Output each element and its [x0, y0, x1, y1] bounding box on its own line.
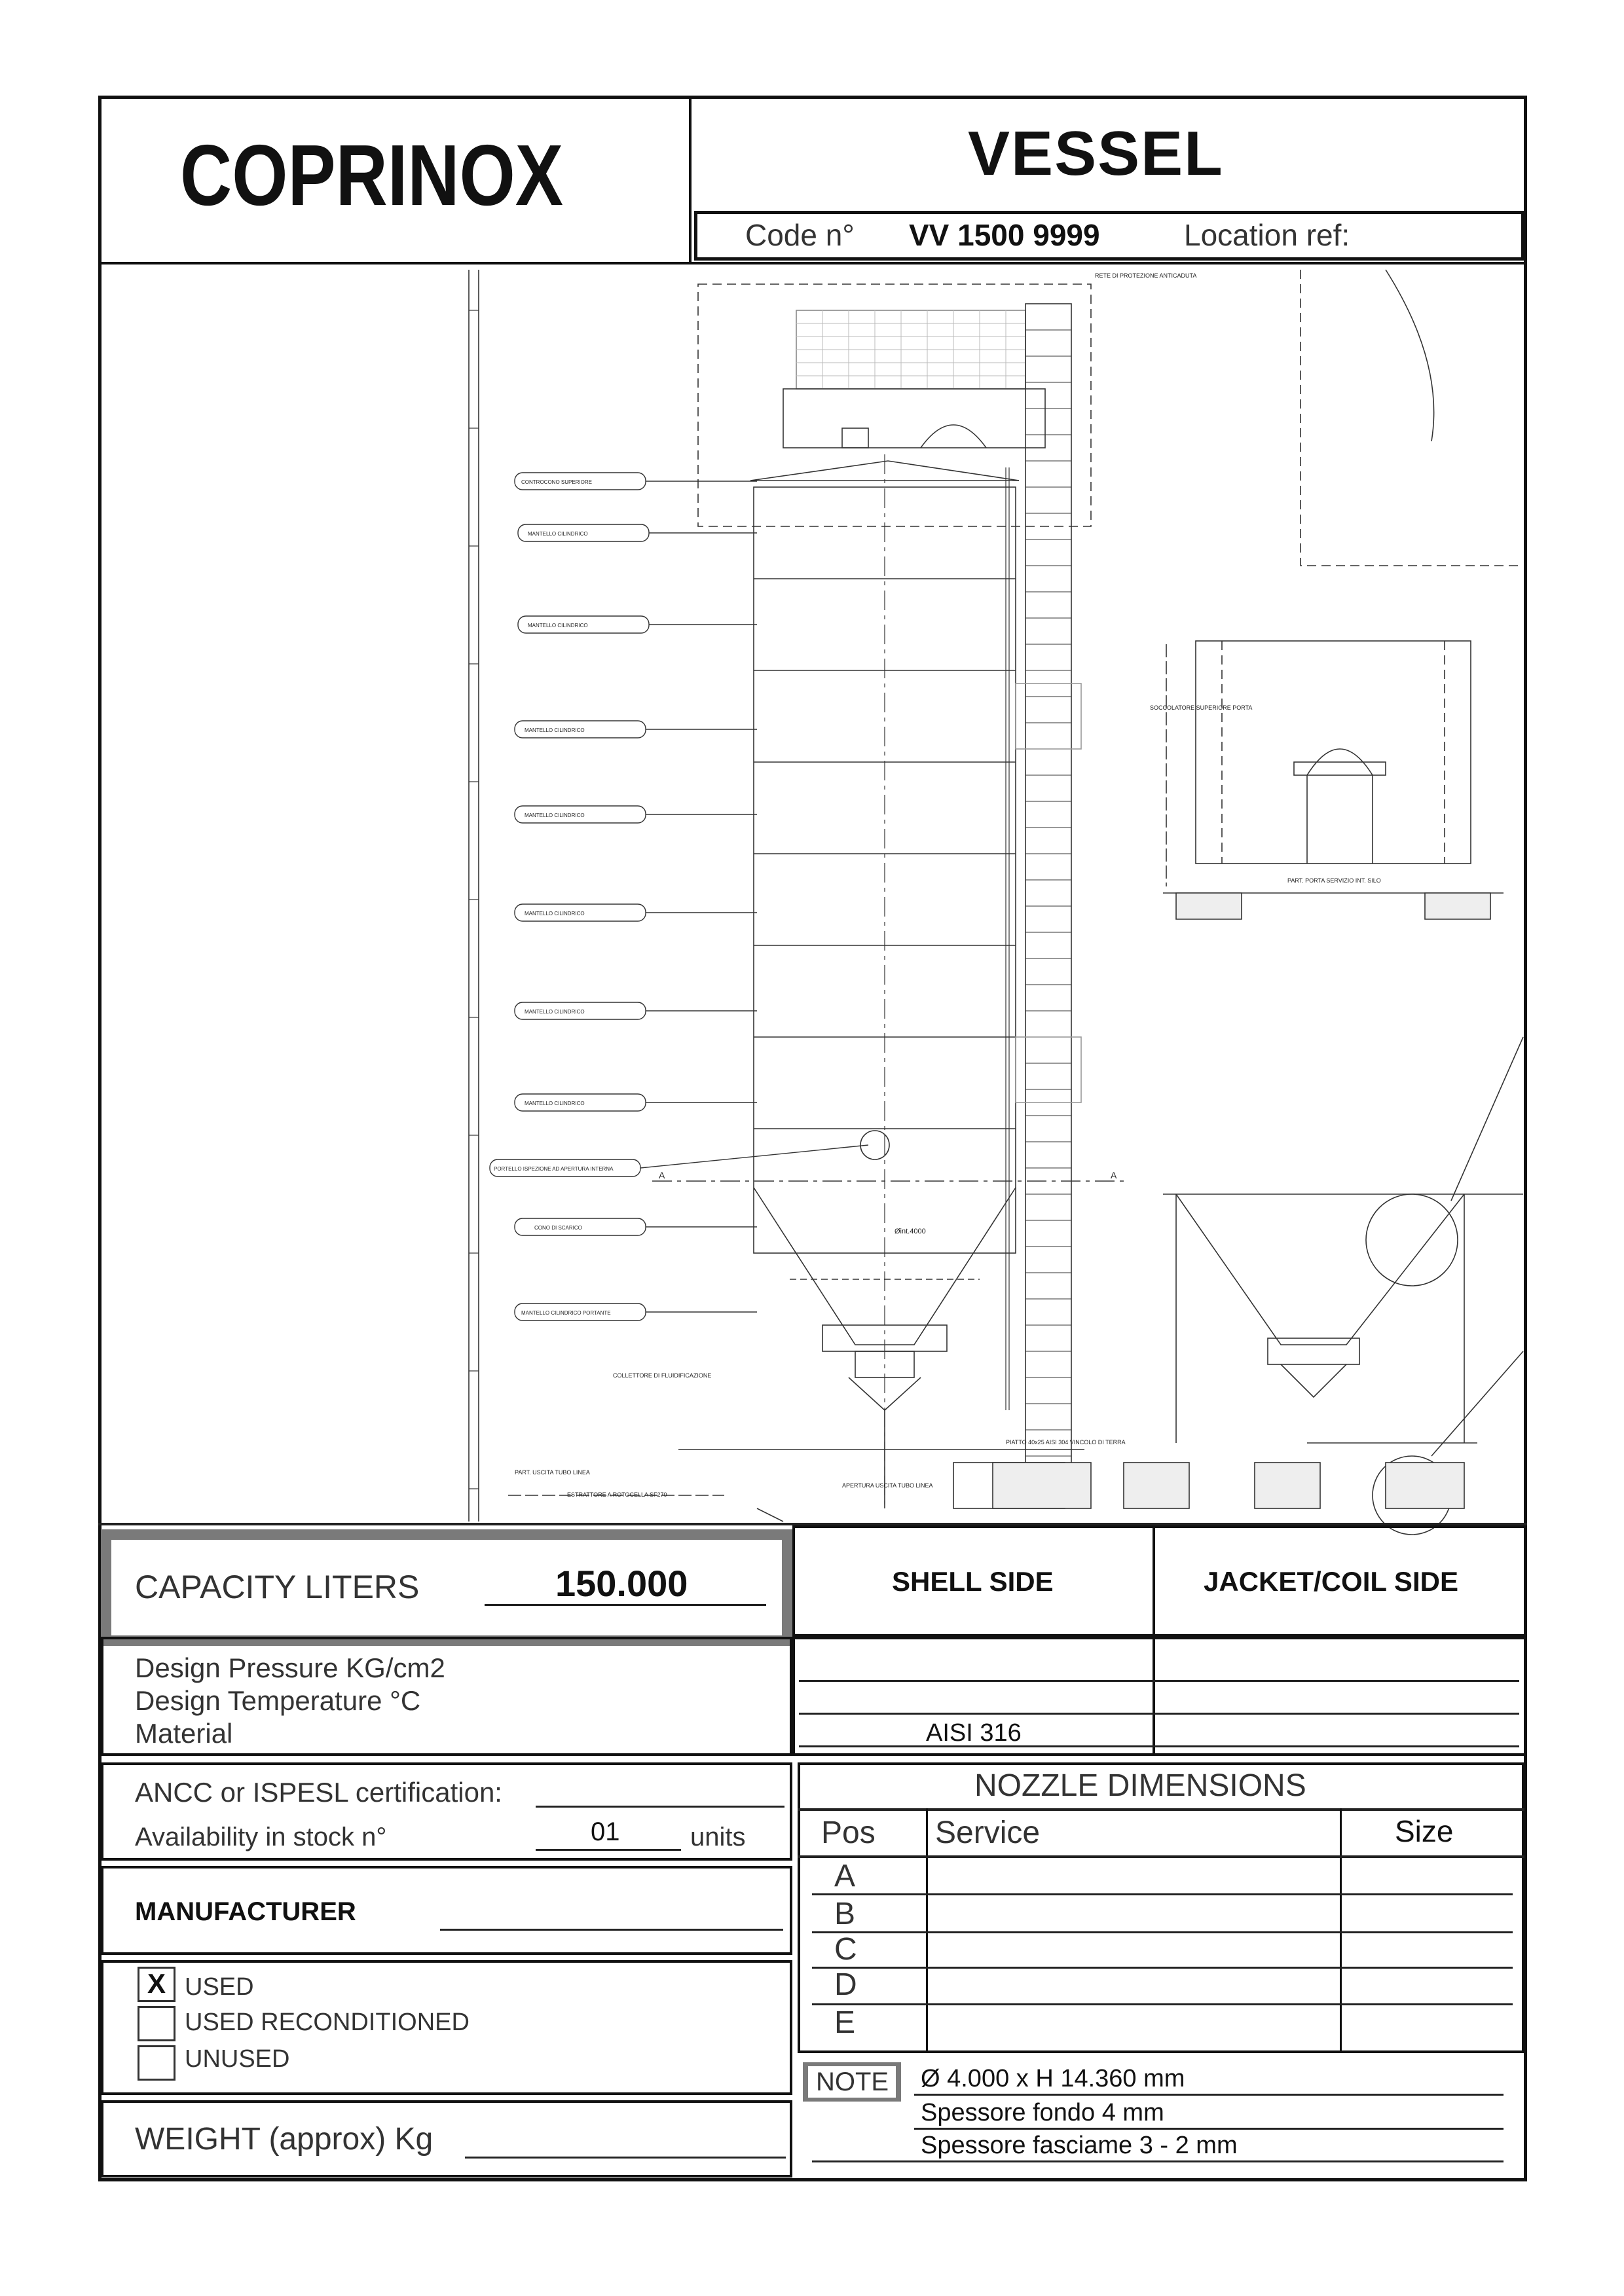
label-extractor: ESTRATTORE A ROTOCELLA SF270	[567, 1491, 667, 1498]
nozzle-header-size: Size	[1395, 1814, 1454, 1848]
manufacturer-line	[440, 1929, 783, 1931]
code-label: Code n°	[745, 218, 855, 252]
nozzle-row-a: A	[834, 1859, 856, 1893]
design-col-divider	[1153, 1637, 1155, 1756]
nozzle-row-e: E	[834, 2005, 856, 2040]
used-check-mark: X	[147, 1968, 166, 1999]
stock-label: Availability in stock n°	[135, 1823, 387, 1851]
jacket-side-label: JACKET/COIL SIDE	[1204, 1566, 1458, 1597]
unused-label: UNUSED	[185, 2045, 290, 2073]
nozzle-title-divider	[798, 1808, 1524, 1811]
design-line-2	[799, 1713, 1519, 1715]
weight-line	[465, 2157, 786, 2159]
label-door-detail: PART. PORTA SERVIZIO INT. SILO	[1287, 877, 1381, 884]
design-values-cell	[792, 1637, 1527, 1756]
certification-label: ANCC or ISPESL certification:	[135, 1777, 502, 1808]
used-reconditioned-label: USED RECONDITIONED	[185, 2009, 470, 2036]
code-value: VV 1500 9999	[909, 218, 1100, 252]
stock-units: units	[690, 1823, 746, 1851]
note-rule-1	[914, 2094, 1504, 2096]
nozzle-col-divider-2	[1340, 1808, 1342, 2053]
nozzle-row-line-b	[812, 1931, 1513, 1933]
material-value: AISI 316	[926, 1719, 1022, 1747]
callout-10: CONO DI SCARICO	[534, 1225, 582, 1231]
nozzle-row-line-a	[812, 1893, 1513, 1895]
label-outlet-open: APERTURA USCITA TUBO LINEA	[842, 1482, 933, 1489]
label-outlet: PART. USCITA TUBO LINEA	[515, 1469, 590, 1476]
capacity-label: CAPACITY LITERS	[135, 1569, 420, 1605]
design-line-1	[799, 1680, 1519, 1682]
callout-2: MANTELLO CILINDRICO	[528, 531, 588, 537]
nozzle-row-d: D	[834, 1967, 857, 2002]
stock-value: 01	[591, 1817, 620, 1846]
vessel-title: VESSEL	[968, 118, 1224, 189]
location-label: Location ref:	[1184, 218, 1350, 252]
capacity-value: 150.000	[555, 1563, 688, 1604]
design-temperature-label: Design Temperature °C	[135, 1685, 421, 1716]
coprinox-logo	[177, 127, 570, 223]
nozzle-row-line-d	[812, 2003, 1513, 2005]
note-line-3: Spessore fasciame 3 - 2 mm	[921, 2132, 1238, 2159]
label-earth: PIATTO 40x25 AISI 304 VINCOLO DI TERRA	[1006, 1439, 1126, 1446]
callout-5: MANTELLO CILINDRICO	[525, 812, 585, 818]
label-collector: COLLETTORE DI FLUIDIFICAZIONE	[613, 1372, 712, 1379]
note-line-1: Ø 4.000 x H 14.360 mm	[921, 2065, 1185, 2092]
nozzle-row-b: B	[834, 1897, 856, 1931]
nozzle-title: NOZZLE DIMENSIONS	[974, 1768, 1306, 1803]
label-section-a-right: A	[1111, 1170, 1117, 1180]
nozzle-header-pos: Pos	[821, 1815, 876, 1850]
vessel-drawing	[102, 264, 1523, 1522]
used-reconditioned-checkbox[interactable]	[138, 2006, 175, 2041]
design-pressure-label: Design Pressure KG/cm2	[135, 1652, 445, 1683]
label-door-top: SOCCOLATORE SUPERIORE PORTA	[1150, 704, 1253, 711]
stock-line	[536, 1849, 681, 1851]
note-rule-2	[914, 2128, 1504, 2130]
callout-3: MANTELLO CILINDRICO	[528, 623, 588, 629]
note-rule-3	[812, 2160, 1504, 2162]
note-line-2: Spessore fondo 4 mm	[921, 2099, 1164, 2126]
logo-text: COPRINOX	[180, 127, 563, 223]
used-label: USED	[185, 1973, 254, 2001]
nozzle-header-divider	[798, 1855, 1524, 1858]
callout-4: MANTELLO CILINDRICO	[525, 727, 585, 733]
callout-8: MANTELLO CILINDRICO	[525, 1101, 585, 1106]
label-net: RETE DI PROTEZIONE ANTICADUTA	[1095, 272, 1197, 279]
shell-side-label: SHELL SIDE	[892, 1566, 1054, 1597]
nozzle-row-line-c	[812, 1967, 1513, 1969]
label-diam: Øint.4000	[895, 1228, 926, 1235]
note-label: NOTE	[816, 2068, 889, 2096]
callout-7: MANTELLO CILINDRICO	[525, 1009, 585, 1015]
material-label: Material	[135, 1718, 233, 1749]
nozzle-header-service: Service	[935, 1815, 1041, 1850]
nozzle-row-c: C	[834, 1932, 857, 1967]
manufacturer-label: MANUFACTURER	[135, 1897, 356, 1926]
design-line-3	[799, 1745, 1519, 1747]
weight-label: WEIGHT (approx) Kg	[135, 2122, 434, 2157]
certification-line	[536, 1806, 784, 1808]
callout-6: MANTELLO CILINDRICO	[525, 911, 585, 917]
unused-checkbox[interactable]	[138, 2045, 175, 2081]
label-section-a-left: A	[659, 1170, 665, 1180]
callout-9: PORTELLO ISPEZIONE AD APERTURA INTERNA	[494, 1166, 614, 1172]
callout-11: MANTELLO CILINDRICO PORTANTE	[521, 1310, 611, 1316]
nozzle-col-divider-1	[926, 1808, 928, 2053]
nozzle-table	[798, 1762, 1524, 2053]
callout-1: CONTROCONO SUPERIORE	[521, 479, 593, 485]
